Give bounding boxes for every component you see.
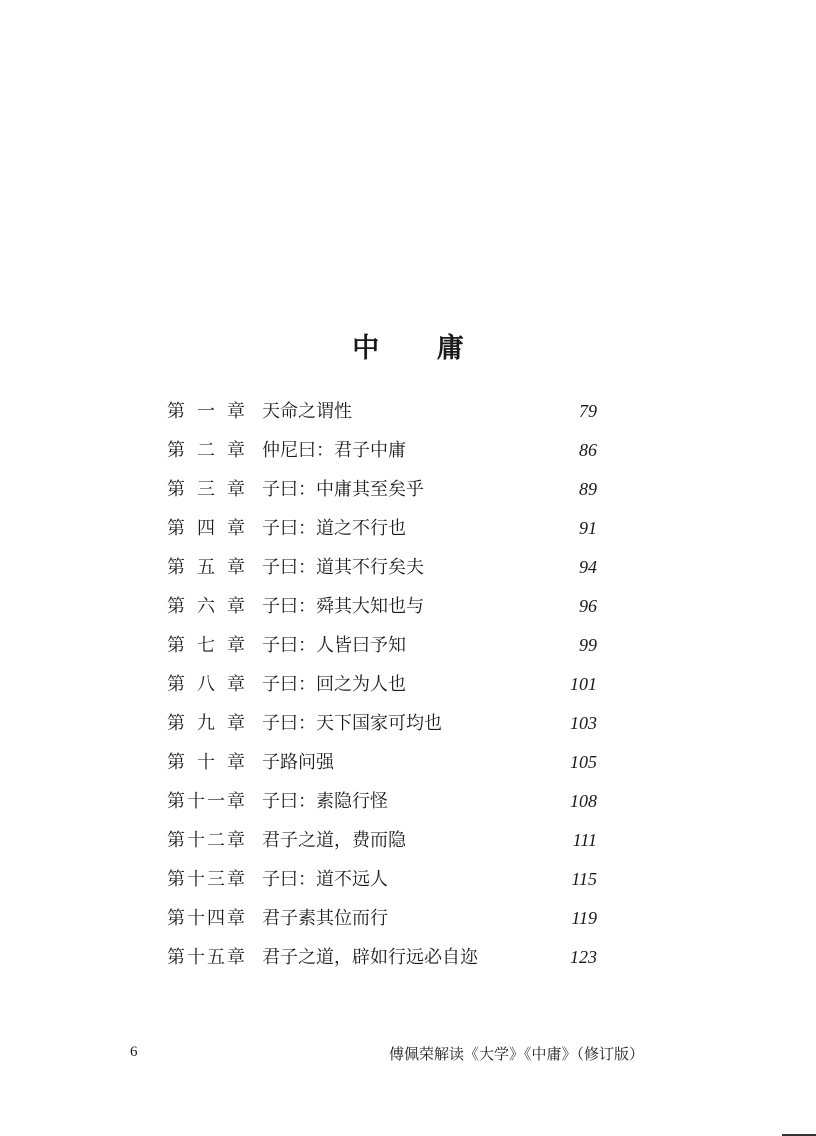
chapter-label-char: 章 bbox=[227, 908, 245, 929]
chapter-label bbox=[167, 899, 245, 938]
chapter-label-char: 十 bbox=[187, 947, 205, 968]
chapter-label bbox=[167, 860, 245, 899]
chapter-label-char: 章 bbox=[227, 401, 245, 422]
chapter-label bbox=[167, 431, 245, 470]
chapter-page-number: 101 bbox=[570, 674, 597, 694]
chapter-title: 天命之谓性 bbox=[262, 401, 352, 422]
chapter-label-char: 章 bbox=[227, 518, 245, 539]
chapter-label-char: 第 bbox=[167, 830, 185, 851]
chapter-label-char: 十 bbox=[187, 869, 205, 890]
chapter-label bbox=[167, 743, 245, 782]
chapter-label-char: 第 bbox=[167, 869, 185, 890]
chapter-label bbox=[167, 821, 245, 860]
chapter-page-number: 105 bbox=[570, 752, 597, 772]
chapter-label-char: 二 bbox=[197, 440, 215, 461]
chapter-title: 子曰：回之为人也 bbox=[262, 674, 406, 695]
toc-entry[interactable] bbox=[167, 938, 597, 977]
running-head: 傅佩荣解读《大学》《中庸》（修订版） bbox=[388, 1045, 644, 1063]
chapter-label-char: 第 bbox=[167, 518, 185, 539]
toc-entry[interactable] bbox=[167, 743, 597, 782]
toc-entry[interactable] bbox=[167, 548, 597, 587]
toc-entry[interactable] bbox=[167, 392, 597, 431]
chapter-page-number: 99 bbox=[579, 635, 597, 655]
chapter-page-number: 111 bbox=[572, 830, 597, 850]
chapter-title: 子曰：天下国家可均也 bbox=[262, 713, 442, 734]
chapter-label-char: 二 bbox=[207, 830, 225, 851]
chapter-page-number: 94 bbox=[579, 557, 597, 577]
chapter-page-number: 123 bbox=[570, 947, 597, 967]
chapter-page-number: 115 bbox=[571, 869, 597, 889]
chapter-label bbox=[167, 470, 245, 509]
chapter-label bbox=[167, 704, 245, 743]
chapter-label-char: 第 bbox=[167, 401, 185, 422]
chapter-label-char: 第 bbox=[167, 440, 185, 461]
chapter-label-char: 章 bbox=[227, 557, 245, 578]
toc-entry[interactable] bbox=[167, 470, 597, 509]
chapter-title: 子曰：素隐行怪 bbox=[262, 791, 388, 812]
toc-entry[interactable] bbox=[167, 860, 597, 899]
toc-entry[interactable] bbox=[167, 782, 597, 821]
chapter-title: 君子之道，辟如行远必自迩 bbox=[262, 947, 478, 968]
chapter-label bbox=[167, 938, 245, 977]
chapter-label-char: 四 bbox=[207, 908, 225, 929]
chapter-label bbox=[167, 626, 245, 665]
chapter-title: 子曰：人皆曰予知 bbox=[262, 635, 406, 656]
chapter-label-char: 第 bbox=[167, 557, 185, 578]
chapter-label bbox=[167, 665, 245, 704]
chapter-page-number: 91 bbox=[579, 518, 597, 538]
chapter-page-number: 103 bbox=[570, 713, 597, 733]
chapter-page-number: 119 bbox=[571, 908, 597, 928]
chapter-label-char: 第 bbox=[167, 908, 185, 929]
chapter-page-number: 96 bbox=[579, 596, 597, 616]
chapter-label-char: 章 bbox=[227, 830, 245, 851]
chapter-page-number: 79 bbox=[579, 401, 597, 421]
chapter-title: 子曰：中庸其至矣乎 bbox=[262, 479, 424, 500]
table-of-contents bbox=[167, 392, 597, 977]
chapter-title: 仲尼曰：君子中庸 bbox=[262, 440, 406, 461]
chapter-label-char: 一 bbox=[197, 401, 215, 422]
section-title: 中 庸 bbox=[352, 333, 488, 364]
chapter-label-char: 第 bbox=[167, 596, 185, 617]
chapter-label-char: 章 bbox=[227, 791, 245, 812]
toc-entry[interactable] bbox=[167, 431, 597, 470]
chapter-title: 君子之道，费而隐 bbox=[262, 830, 406, 851]
chapter-label-char: 第 bbox=[167, 635, 185, 656]
chapter-label-char: 章 bbox=[227, 596, 245, 617]
chapter-label-char: 第 bbox=[167, 947, 185, 968]
chapter-label-char: 第 bbox=[167, 479, 185, 500]
toc-entry[interactable] bbox=[167, 587, 597, 626]
chapter-page-number: 108 bbox=[570, 791, 597, 811]
chapter-label bbox=[167, 587, 245, 626]
chapter-label-char: 章 bbox=[227, 479, 245, 500]
chapter-title: 子曰：舜其大知也与 bbox=[262, 596, 424, 617]
page-number: 6 bbox=[130, 1044, 138, 1060]
chapter-label-char: 第 bbox=[167, 713, 185, 734]
toc-entry[interactable] bbox=[167, 626, 597, 665]
chapter-label-char: 十 bbox=[187, 791, 205, 812]
chapter-label-char: 十 bbox=[197, 752, 215, 773]
chapter-label-char: 八 bbox=[197, 674, 215, 695]
chapter-label-char: 九 bbox=[197, 713, 215, 734]
chapter-label-char: 章 bbox=[227, 674, 245, 695]
chapter-label-char: 四 bbox=[197, 518, 215, 539]
toc-entry[interactable] bbox=[167, 665, 597, 704]
chapter-label-char: 一 bbox=[207, 791, 225, 812]
chapter-page-number: 89 bbox=[579, 479, 597, 499]
chapter-label-char: 章 bbox=[227, 869, 245, 890]
chapter-label bbox=[167, 392, 245, 431]
chapter-label-char: 章 bbox=[227, 635, 245, 656]
chapter-label-char: 章 bbox=[227, 440, 245, 461]
chapter-label-char: 第 bbox=[167, 791, 185, 812]
chapter-label bbox=[167, 782, 245, 821]
toc-entry[interactable] bbox=[167, 821, 597, 860]
chapter-label-char: 六 bbox=[197, 596, 215, 617]
chapter-label-char: 十 bbox=[187, 908, 205, 929]
chapter-label-char: 章 bbox=[227, 713, 245, 734]
chapter-page-number: 86 bbox=[579, 440, 597, 460]
chapter-title: 子曰：道其不行矣夫 bbox=[262, 557, 424, 578]
chapter-title: 子路问强 bbox=[262, 752, 334, 773]
chapter-label bbox=[167, 509, 245, 548]
chapter-label-char: 七 bbox=[197, 635, 215, 656]
chapter-label-char: 五 bbox=[207, 947, 225, 968]
chapter-title: 子曰：道不远人 bbox=[262, 869, 388, 890]
chapter-label-char: 五 bbox=[197, 557, 215, 578]
chapter-label-char: 三 bbox=[207, 869, 225, 890]
chapter-label bbox=[167, 548, 245, 587]
chapter-title: 君子素其位而行 bbox=[262, 908, 388, 929]
chapter-label-char: 十 bbox=[187, 830, 205, 851]
chapter-label-char: 章 bbox=[227, 947, 245, 968]
chapter-label-char: 第 bbox=[167, 752, 185, 773]
chapter-label-char: 三 bbox=[197, 479, 215, 500]
chapter-label-char: 第 bbox=[167, 674, 185, 695]
toc-entry[interactable] bbox=[167, 899, 597, 938]
toc-entry[interactable] bbox=[167, 509, 597, 548]
chapter-title: 子曰：道之不行也 bbox=[262, 518, 406, 539]
toc-entry[interactable] bbox=[167, 704, 597, 743]
chapter-label-char: 章 bbox=[227, 752, 245, 773]
